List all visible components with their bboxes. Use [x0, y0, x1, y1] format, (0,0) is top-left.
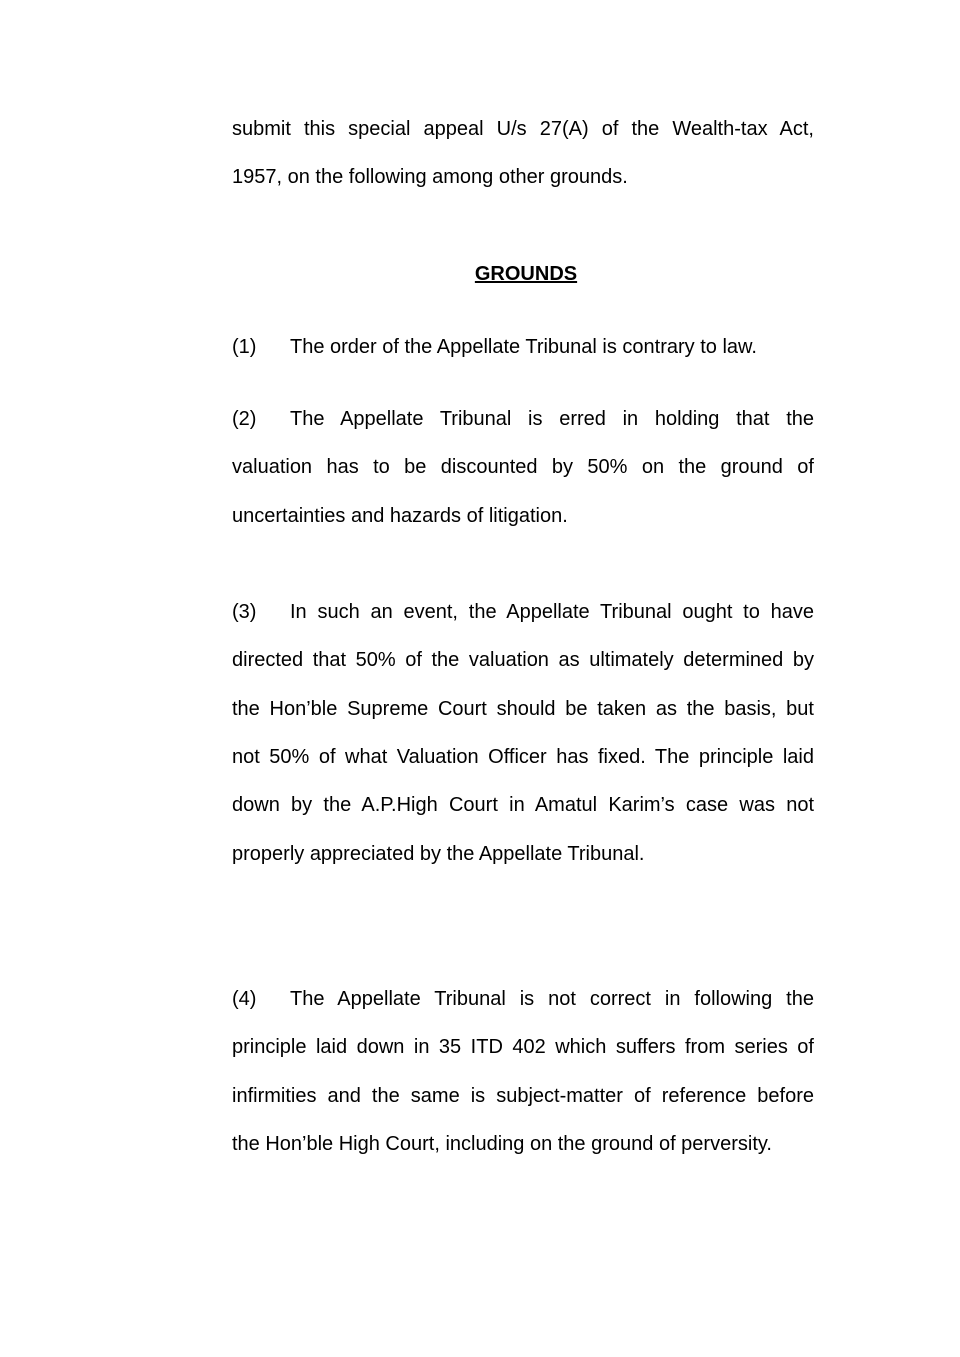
ground-1-text: The order of the Appellate Tribunal is contrary to law.	[290, 336, 757, 358]
intro-line-2: 1957, on the following among other grounds.	[232, 166, 628, 188]
ground-3-line-5: down by the A.P.High Court in Amatul Karim’s case was not	[232, 794, 814, 816]
ground-4-line-4: the Hon’ble High Court, including on the ground of perversity.	[232, 1133, 772, 1155]
ground-3-number: (3)	[232, 601, 257, 623]
ground-2-line-2: valuation has to be discounted by 50% on the ground of	[232, 456, 814, 478]
ground-2-number: (2)	[232, 408, 257, 430]
ground-2-line-3: uncertainties and hazards of litigation.	[232, 505, 568, 527]
ground-3-line-6: properly appreciated by the Appellate Tribunal.	[232, 843, 645, 865]
ground-4-number: (4)	[232, 988, 257, 1010]
grounds-heading: GROUNDS	[474, 263, 578, 285]
ground-2-text: The Appellate Tribunal is erred in holding that the	[290, 408, 814, 430]
ground-4-line-3: infirmities and the same is subject-matter of reference before	[232, 1085, 814, 1107]
ground-3-line-1	[232, 600, 814, 624]
ground-1-number: (1)	[232, 336, 257, 358]
ground-3-line-4: not 50% of what Valuation Officer has fixed. The principle laid	[232, 746, 814, 768]
intro-line-1: submit this special appeal U/s 27(A) of the Wealth-tax Act,	[232, 118, 814, 140]
ground-4-line-2: principle laid down in 35 ITD 402 which suffers from series of	[232, 1036, 814, 1058]
ground-3-line-2: directed that 50% of the valuation as ultimately determined by	[232, 649, 814, 671]
ground-4-line-1	[232, 987, 814, 1011]
ground-2-line-1	[232, 407, 814, 431]
ground-3-line-3: the Hon’ble Supreme Court should be taken as the basis, but	[232, 698, 814, 720]
ground-4-text: The Appellate Tribunal is not correct in following the	[290, 988, 814, 1010]
ground-3-text: In such an event, the Appellate Tribunal ought to have	[290, 601, 814, 623]
ground-1-line-1	[232, 335, 814, 359]
